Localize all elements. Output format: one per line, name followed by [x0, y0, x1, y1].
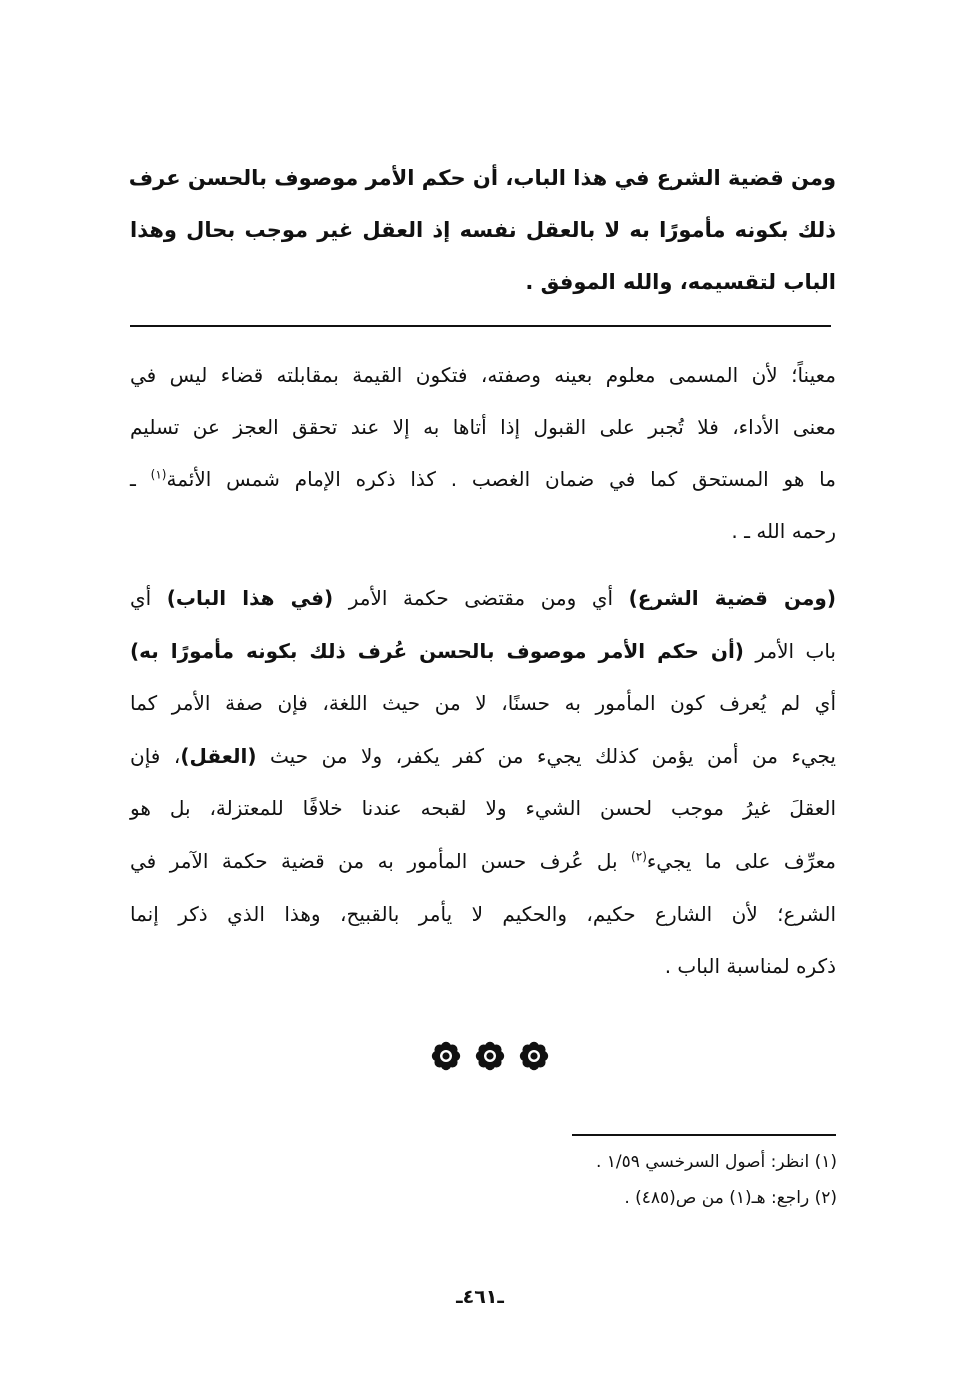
commentary-line: [130, 625, 836, 678]
footnote-ref-2: (٢): [631, 849, 647, 864]
commentary-line: معيناً؛ لأن المسمى معلوم بعينه وصفته، فتكون القيمة بمقابلته قضاء ليس في: [130, 363, 836, 387]
footnote-2: (٢) راجع: هـ(١) من ص(٤٨٥) .: [624, 1188, 837, 1208]
footnotes: [417, 1144, 837, 1216]
commentary-text: أي: [130, 586, 167, 610]
commentary-text: باب الأمر: [743, 638, 836, 663]
commentary-line: أي لم يُعرف كون المأمور به حسنًا، لا من حيث اللغة، فإن صفة الأمر كما: [130, 691, 836, 716]
quoted-matn: (أن حكم الأمر موصوف بالحسن عُرف ذلك بكونه مأمورًا به): [130, 638, 744, 663]
commentary-text: ـ: [130, 467, 151, 491]
flower-ornament-icon: [518, 1040, 550, 1072]
footnote-1: (١) انظر: أصول السرخسي ١/٥٩ .: [595, 1152, 837, 1172]
commentary-text: معرِّف على ما يجيء: [646, 848, 836, 873]
main-text-line: الباب لتقسيمه، والله الموفق .: [525, 270, 836, 294]
main-text-line: ومن قضية الشرع في هذا الباب، أن حكم الأمر موصوف بالحسن عرف: [128, 166, 836, 190]
flower-ornament-icon: [474, 1040, 506, 1072]
commentary-line: رحمه الله ـ .: [731, 519, 836, 543]
quoted-matn: (العقل): [180, 743, 257, 768]
page-number: ـ٤٦١ـ: [456, 1286, 504, 1308]
commentary-line: ذكره لمناسبة الباب .: [664, 954, 836, 979]
main-text: [130, 152, 836, 308]
commentary-line: معنى الأداء، فلا تُجبر على القبول إذا أتاها به إلا عند تحقق العجز عن تسليم: [130, 415, 836, 439]
commentary-line: [130, 572, 836, 625]
commentary-line: [130, 453, 836, 505]
commentary-text: ما هو المستحق كما في ضمان الغصب . كذا ذكره الإمام شمس الأئمة: [166, 467, 836, 491]
section-ornament: [430, 1040, 550, 1072]
commentary-line: [130, 835, 836, 888]
commentary-text: بل عُرف حسن المأمور به من قضية حكمة الآمر في: [130, 848, 632, 873]
commentary-paragraph-2: [130, 572, 836, 993]
flower-ornament-icon: [430, 1040, 462, 1072]
commentary-text: ، فإن: [130, 743, 181, 768]
main-text-line: ذلك بكونه مأمورًا به لا بالعقل نفسه إذ العقل غير موجب بحال وهذا: [130, 218, 836, 242]
main-text-divider: [130, 325, 831, 327]
commentary-line: [130, 730, 836, 783]
quoted-matn: (في هذا الباب): [166, 586, 334, 610]
commentary-text: يجيء من أمن يؤمن كذلك يجيء من كفر يكفر، ولا من حيث: [256, 743, 837, 768]
commentary-text: أي ومن مقتضى حكمة الأمر: [333, 586, 629, 610]
footnote-divider: [572, 1134, 836, 1136]
commentary-paragraph-1: [130, 349, 836, 557]
quoted-matn: (ومن قضية الشرع): [628, 586, 837, 610]
commentary-line: الشرع؛ لأن الشارع حكيم، والحكيم لا يأمر بالقبيح، وهذا الذي ذكر إنما: [130, 901, 836, 926]
footnote-ref-1: (١): [150, 467, 167, 482]
commentary-line: العقلَ غيرُ موجب لحسن الشيء ولا لقبحه عندنا خلافًا للمعتزلة، بل هو: [130, 796, 836, 821]
